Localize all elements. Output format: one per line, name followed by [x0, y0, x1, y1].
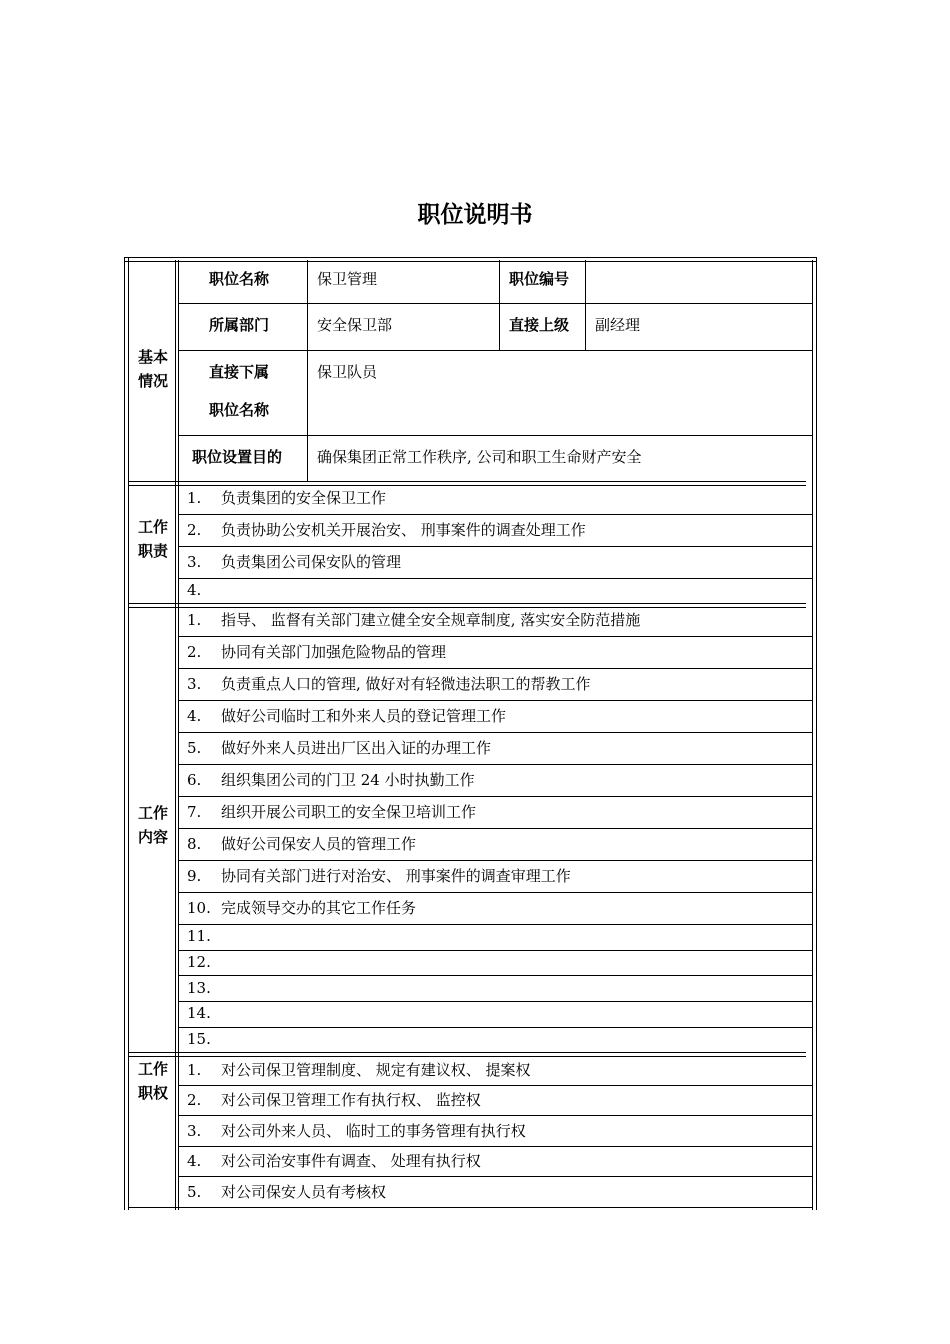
section-label-duties: [127, 515, 179, 563]
item-number: 1.: [187, 611, 202, 629]
item-number: 2.: [187, 1091, 202, 1109]
content-row-line: [178, 1001, 813, 1002]
item-text: 完成领导交办的其它工作任务: [221, 899, 417, 917]
list-item: [187, 519, 586, 540]
authority-row-line: [178, 1176, 813, 1177]
list-item: [187, 1089, 481, 1110]
section-label-content-line2: 内容: [137, 828, 168, 846]
item-text: 负责集团公司保安队的管理: [221, 553, 402, 571]
item-number: 3.: [187, 553, 202, 571]
content-row-line: [178, 1027, 813, 1028]
content-row-line: [178, 950, 813, 951]
list-item: [187, 1150, 481, 1171]
position-name-value: 保卫管理: [317, 270, 378, 288]
item-number: 2.: [187, 521, 202, 539]
table-left-border-outer: [124, 257, 125, 1210]
item-text: 指导、 监督有关部门建立健全安全规章制度, 落实安全防范措施: [221, 611, 641, 629]
document-title: 职位说明书: [417, 202, 533, 228]
purpose-value: 确保集团正常工作秩序, 公司和职工生命财产安全: [317, 448, 642, 466]
list-item: [187, 1181, 386, 1202]
item-number: 5.: [187, 1183, 202, 1201]
item-text: 对公司保卫管理工作有执行权、 监控权: [221, 1091, 481, 1109]
list-item: [187, 551, 401, 572]
item-number: 4.: [187, 1152, 202, 1170]
item-text: 对公司治安事件有调查、 处理有执行权: [221, 1152, 481, 1170]
subordinate-label-line1: 直接下属: [209, 363, 270, 381]
authority-row-line: [178, 1085, 813, 1086]
section-label-basic-line2: 情况: [137, 372, 168, 390]
list-item: [187, 609, 640, 630]
item-text: 做好外来人员进出厂区出入证的办理工作: [221, 739, 492, 757]
item-text: 对公司保卫管理制度、 规定有建议权、 提案权: [221, 1061, 531, 1079]
item-number: 11.: [187, 927, 211, 945]
list-item: [187, 979, 221, 997]
superior-value: 副经理: [595, 316, 641, 334]
item-text: 协同有关部门进行对治安、 刑事案件的调查审理工作: [221, 867, 571, 885]
table-top-border: [124, 257, 817, 262]
list-item: [187, 705, 506, 726]
authority-row-line: [178, 1115, 813, 1116]
basic-row-line-2: [178, 350, 813, 351]
item-number: 3.: [187, 1122, 202, 1140]
item-number: 15.: [187, 1030, 211, 1048]
table-bottom-line: [129, 1207, 813, 1208]
list-item: [187, 581, 221, 599]
content-row-line: [178, 975, 813, 976]
section-label-duties-line2: 职责: [137, 542, 168, 560]
content-row-line: [178, 732, 813, 733]
subordinate-label-line2: 职位名称: [209, 401, 270, 419]
list-item: [187, 801, 476, 822]
content-row-line: [178, 828, 813, 829]
list-item: [187, 1120, 526, 1141]
item-number: 1.: [187, 1061, 202, 1079]
subordinate-value: 保卫队员: [317, 363, 378, 381]
item-text: 做好公司临时工和外来人员的登记管理工作: [221, 707, 507, 725]
item-text: 负责协助公安机关开展治安、 刑事案件的调查处理工作: [221, 521, 586, 539]
item-number: 13.: [187, 979, 211, 997]
basic-row-line-1: [178, 303, 813, 304]
content-row-line: [178, 668, 813, 669]
item-number: 3.: [187, 675, 202, 693]
list-item: [187, 769, 475, 790]
list-item: [187, 737, 491, 758]
table-right-border-inner: [812, 260, 813, 1210]
department-label: 所属部门: [209, 316, 270, 334]
section-label-duties-line1: 工作: [137, 518, 168, 536]
item-text: 组织集团公司的门卫 24 小时执勤工作: [221, 771, 475, 789]
section-separator-authority: [129, 1052, 806, 1057]
content-row-line: [178, 764, 813, 765]
list-item: [187, 673, 591, 694]
section-label-authority-line2: 职权: [137, 1084, 168, 1102]
basic-col-divider-1: [307, 260, 308, 482]
item-number: 14.: [187, 1004, 211, 1022]
basic-col-divider-2: [499, 260, 500, 350]
item-number: 2.: [187, 643, 202, 661]
section-label-content: [127, 801, 179, 849]
list-item: [187, 487, 386, 508]
section-separator-content: [129, 603, 806, 608]
item-number: 7.: [187, 803, 202, 821]
item-text: 对公司保安人员有考核权: [221, 1183, 387, 1201]
content-row-line: [178, 636, 813, 637]
list-item: [187, 641, 446, 662]
list-item: [187, 1004, 221, 1022]
item-number: 1.: [187, 489, 202, 507]
authority-row-line: [178, 1146, 813, 1147]
item-number: 4.: [187, 581, 202, 599]
position-name-label: 职位名称: [209, 270, 270, 288]
item-text: 组织开展公司职工的安全保卫培训工作: [221, 803, 477, 821]
section-separator-duties: [129, 481, 806, 486]
section-label-content-line1: 工作: [137, 804, 168, 822]
item-text: 协同有关部门加强危险物品的管理: [221, 643, 447, 661]
content-row-line: [178, 860, 813, 861]
duties-row-line: [178, 546, 813, 547]
item-text: 对公司外来人员、 临时工的事务管理有执行权: [221, 1122, 526, 1140]
item-number: 6.: [187, 771, 202, 789]
item-number: 9.: [187, 867, 202, 885]
list-item: [187, 1030, 221, 1048]
section-label-basic-line1: 基本: [137, 348, 168, 366]
position-code-label: 职位编号: [509, 270, 570, 288]
item-text: 做好公司保安人员的管理工作: [221, 835, 417, 853]
content-row-line: [178, 796, 813, 797]
section-label-authority: [127, 1057, 179, 1105]
content-row-line: [178, 924, 813, 925]
basic-row-line-3: [178, 435, 813, 436]
superior-label: 直接上级: [509, 316, 570, 334]
list-item: [187, 1059, 531, 1080]
purpose-label: 职位设置目的: [192, 448, 283, 466]
duties-row-line: [178, 578, 813, 579]
list-item: [187, 953, 221, 971]
list-item: [187, 927, 221, 945]
section-label-basic: [127, 345, 179, 393]
list-item: [187, 833, 416, 854]
list-item: [187, 897, 416, 918]
item-number: 10.: [187, 899, 211, 917]
department-value: 安全保卫部: [317, 316, 393, 334]
duties-row-line: [178, 514, 813, 515]
basic-col-divider-3: [585, 260, 586, 350]
table-right-border-outer: [816, 257, 817, 1210]
list-item: [187, 865, 571, 886]
item-number: 8.: [187, 835, 202, 853]
item-number: 4.: [187, 707, 202, 725]
item-text: 负责集团的安全保卫工作: [221, 489, 387, 507]
item-number: 5.: [187, 739, 202, 757]
item-number: 12.: [187, 953, 211, 971]
section-label-authority-line1: 工作: [137, 1060, 168, 1078]
item-text: 负责重点人口的管理, 做好对有轻微违法职工的帮教工作: [221, 675, 591, 693]
content-row-line: [178, 700, 813, 701]
content-row-line: [178, 892, 813, 893]
